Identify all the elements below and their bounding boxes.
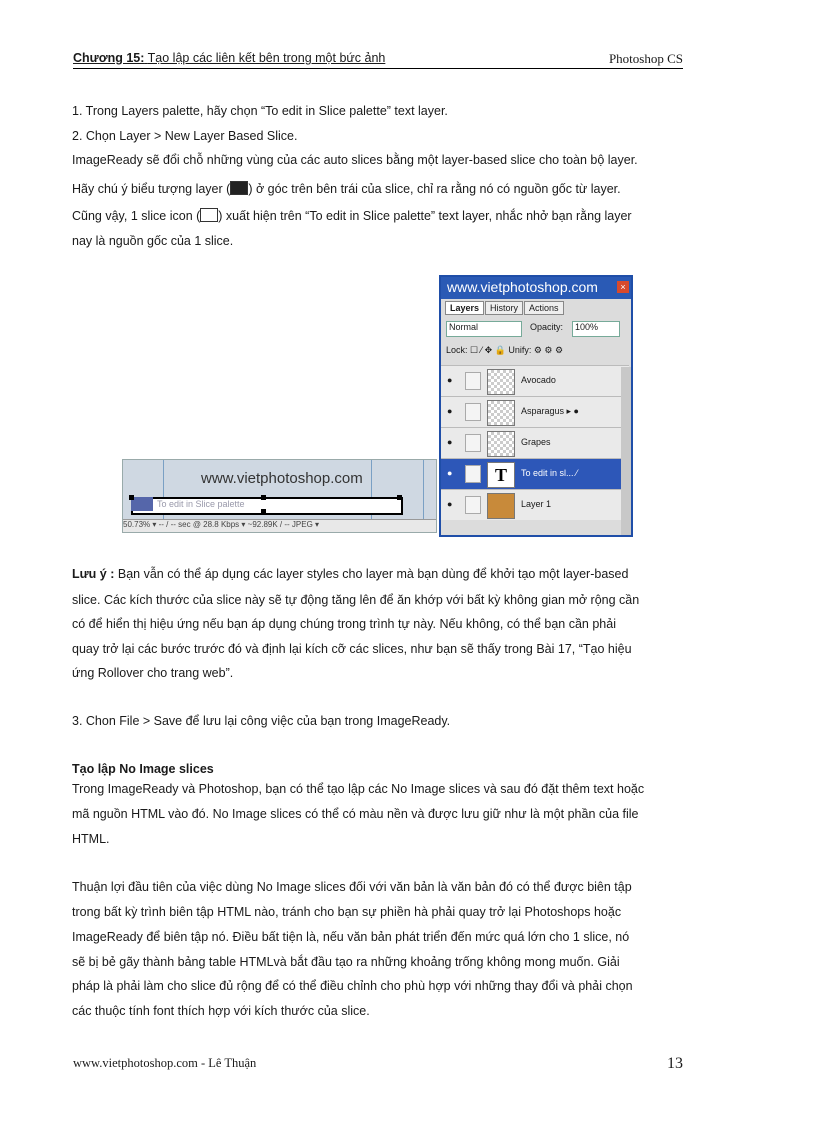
paragraph: ứng Rollover cho trang web”. xyxy=(72,666,234,680)
layer-icon xyxy=(230,181,248,195)
resize-handle xyxy=(261,509,266,514)
link-box xyxy=(465,496,481,514)
palette-title-bar: www.vietphotoshop.com × xyxy=(441,277,631,299)
eye-icon: ● xyxy=(447,437,453,447)
paragraph: có để hiển thị hiệu ứng nếu bạn áp dụng chúng trong trình tự này. Nếu không, có thể bạn cần phải xyxy=(72,617,616,631)
blend-opacity-row xyxy=(446,321,626,337)
paragraph: ImageReady để biên tập nó. Điều bất tiện là, nếu văn bản phát triển đến mức quá lớn cho 1 slice, nó xyxy=(72,930,630,944)
paragraph: 3. Chon File > Save để lưu lại công việc của bạn trong ImageReady. xyxy=(72,714,451,728)
layer-row: ● Asparagus ▸ ● xyxy=(441,396,629,427)
layer-thumbnail xyxy=(487,369,515,395)
slice-icon xyxy=(465,465,481,483)
chapter-heading: Chương 15: Tạo lập các liên kết bên trong một bức ảnh xyxy=(73,51,386,65)
link-box xyxy=(465,372,481,390)
layer-thumbnail xyxy=(487,400,515,426)
paragraph: quay trở lại các bước trước đó và định lại kích cỡ các slices, như bạn sẽ thấy trong Bài 17, “Tạo hiệu xyxy=(72,642,632,656)
eye-icon: ● xyxy=(447,468,453,478)
layers-palette xyxy=(439,275,633,537)
paragraph: Trong ImageReady và Photoshop, bạn có thể tạo lập các No Image slices và sau đó đặt thêm text hoặc xyxy=(72,782,645,796)
paragraph: trong bất kỳ trình biên tập HTML nào, tránh cho bạn sự phiền hà phải quay trở lại Photoshops hoặc xyxy=(72,905,622,919)
slice-icon xyxy=(200,208,218,222)
paragraph: Cũng vậy, 1 slice icon ( ) xuất hiện trên “To edit in Slice palette” text layer, nhắc nhở bạn rằng layer xyxy=(72,209,632,223)
paragraph: ImageReady sẽ đổi chỗ những vùng của các auto slices bằng một layer-based slice cho toàn bộ layer. xyxy=(72,153,638,167)
eye-icon: ● xyxy=(447,406,453,416)
paragraph: 2. Chọn Layer > New Layer Based Slice. xyxy=(72,129,298,143)
layer-row: ● Layer 1 xyxy=(441,489,629,520)
page-header xyxy=(73,50,683,69)
tab-layers: Layers xyxy=(445,301,484,315)
tab-history: History xyxy=(485,301,523,315)
link-box xyxy=(465,403,481,421)
paragraph: sẽ bị bẻ gãy thành bảng table HTMLvà bắt đầu tạo ra những khoảng trống không mong muốn. Giải xyxy=(72,955,620,969)
layer-row-selected: ● T To edit in sl... ⁄ xyxy=(441,458,629,489)
slice-label: To edit in Slice palette xyxy=(157,499,245,509)
paragraph: pháp là phải làm cho slice đủ rộng để có thể điều chỉnh cho phù hợp với những thay đổi và phải chọn xyxy=(72,979,633,993)
paragraph: Hãy chú ý biểu tượng layer ( ) ở góc trên bên trái của slice, chỉ ra rằng nó có nguồn gốc từ layer. xyxy=(72,182,621,196)
paragraph: các thuộc tính font thích hợp với kích thước của slice. xyxy=(72,1004,370,1018)
layer-thumbnail xyxy=(487,431,515,457)
slice-screenshot xyxy=(122,459,437,533)
blend-mode-select: Normal xyxy=(446,321,522,337)
paragraph: slice. Các kích thước của slice này sẽ tự động tăng lên để ăn khớp với bất kỳ không gian mở rộng cần xyxy=(72,593,640,607)
palette-scrollbar xyxy=(621,367,631,535)
site-text: www.vietphotoshop.com xyxy=(201,470,363,487)
paragraph: Thuận lợi đầu tiên của việc dùng No Image slices đối với văn bản là văn bản đó có thể được biên tập xyxy=(72,880,632,894)
layer-row: ● Avocado xyxy=(441,365,629,396)
tab-actions: Actions xyxy=(524,301,564,315)
note-paragraph: Lưu ý : Bạn vẫn có thể áp dụng các layer styles cho layer mà bạn dùng để khởi tạo một layer-based xyxy=(72,567,629,581)
lock-row: Lock: ☐ ⁄ ✥ 🔒 Unify: ⚙ ⚙ ⚙ xyxy=(446,345,564,355)
app-name: Photoshop CS xyxy=(608,51,683,66)
section-title: Tạo lập No Image slices xyxy=(72,762,214,776)
paragraph: nay là nguồn gốc của 1 slice. xyxy=(72,234,234,248)
eye-icon: ● xyxy=(447,375,453,385)
eye-icon: ● xyxy=(447,499,453,509)
text-layer-thumbnail: T xyxy=(487,462,515,488)
paragraph: HTML. xyxy=(72,832,110,846)
link-box xyxy=(465,434,481,452)
opacity-label: Opacity: xyxy=(530,322,564,332)
close-icon: × xyxy=(617,281,629,293)
opacity-field: 100% xyxy=(572,321,620,337)
layer-row: ● Grapes xyxy=(441,427,629,458)
paragraph: 1. Trong Layers palette, hãy chọn “To edit in Slice palette” text layer. xyxy=(72,104,448,118)
paragraph: mã nguồn HTML vào đó. No Image slices có thể có màu nền và được lưu giữ như là một phần của file xyxy=(72,807,639,821)
resize-handle xyxy=(261,495,266,500)
resize-handle xyxy=(397,495,402,500)
footer-source: www.vietphotoshop.com - Lê Thuận xyxy=(73,1056,257,1070)
palette-tabs xyxy=(445,301,565,317)
layer-based-slice-icon xyxy=(131,497,153,511)
resize-handle xyxy=(129,495,134,500)
layer-thumbnail xyxy=(487,493,515,519)
page-number: 13 xyxy=(667,1055,683,1072)
status-bar: 50.73% ▾ -- / -- sec @ 28.8 Kbps ▾ ~92.89K / -- JPEG ▾ xyxy=(123,519,436,533)
